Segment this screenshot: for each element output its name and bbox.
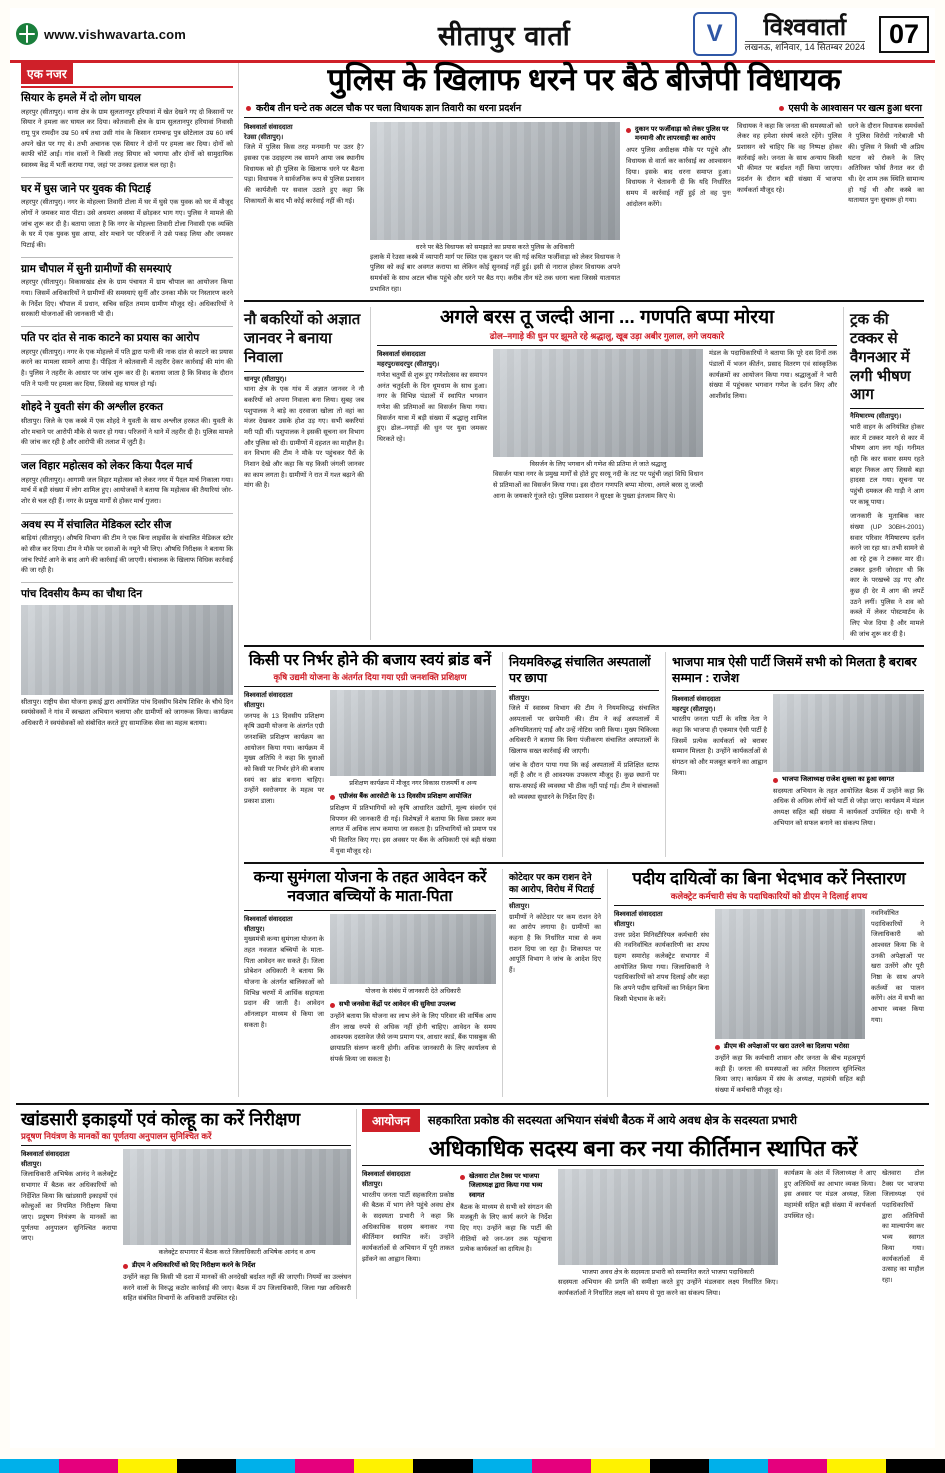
section-title: सीतापुर वार्ता xyxy=(437,20,571,51)
list-item xyxy=(21,263,233,321)
khandsari-photo-caption: कलेक्ट्रेट सभागार में बैठक करते जिलाधिकारी अभिषेक आनंद व अन्य xyxy=(158,1248,316,1256)
lead-photo-block xyxy=(370,122,620,296)
bullet-dot-icon xyxy=(715,1045,720,1050)
bullet-dot-icon xyxy=(330,795,335,800)
kanya-bullet xyxy=(330,1000,496,1009)
story-brand xyxy=(244,652,496,857)
dateline: सीतापुर। xyxy=(244,925,265,933)
brand-photo-caption: प्रशिक्षण कार्यक्रम में मौजूद नगर विकास राजमर्षी व अन्य xyxy=(349,779,477,787)
bullet-dot-icon xyxy=(246,106,251,111)
color-swatch xyxy=(473,1459,532,1473)
brand-bullet-text: एग्रीजंस बैंक आरसेटी के 13 दिवसीय प्रशिक्षण आयोजित xyxy=(339,792,472,800)
byline: विश्ववार्ता संवाददाता xyxy=(244,123,293,131)
khandsari-headline: खांडसारी इकाइयों एवं कोल्हू का करें निरीक्षण xyxy=(21,1108,301,1129)
nazar-item-text: बाड़ियां (सीतापुर)। औषधि विभाग की टीम ने एक बिना लाइसेंस के संचालित मेडिकल स्टोर को सीज कर दिया। टीम ने मौके पर दवाओं के नमूने भी लिए। औषधि निरीक्षक ने बताया कि जांच रिपोर्ट आने के बाद आगे की कार्रवाई की जाएगी। संचालक के खिलाफ विधिक कार्रवाई की जा रही है। xyxy=(21,535,233,575)
nazar-item-title: अवध स्प में संचालित मेडिकल स्टोर सीज xyxy=(21,518,172,531)
byline: विश्ववार्ता संवाददाता xyxy=(362,1171,411,1179)
color-swatch xyxy=(532,1459,591,1473)
color-swatch xyxy=(118,1459,177,1473)
kanya-bullet-text: सभी जनसेवा केंद्रों पर आवेदन की सुविधा उपलब्ध xyxy=(339,1000,456,1008)
dm-oath-text-2: उन्होंने कहा कि कर्मचारी शासन और जनता के बीच महत्वपूर्ण कड़ी हैं। जनता की समस्याओं का त्वरित निस्तारण सुनिश्चित किया जाए। कार्यक्रम में संघ के अध्यक्ष, महामंत्री सहित बड़ी संख्या में कर्मचारी मौजूद रहे। xyxy=(715,1055,865,1095)
ganpati-text-2: विसर्जन यात्रा नगर के प्रमुख मार्गों से होते हुए सरयू नदी के तट पर पहुंची जहां विधि विधान से प्रतिमाओं का विसर्जन किया गया। इस दौरान गणपति बप्पा मोरया, अगले बरस तू जल्दी आना के जयकारे गूंजते रहे। पुलिस प्रशासन ने सुरक्षा के पुख्ता इंतजाम किए थे। xyxy=(493,471,703,500)
brand-photo xyxy=(330,690,496,776)
lead-headline: पुलिस के खिलाफ धरने पर बैठे बीजेपी विधायक xyxy=(327,62,841,97)
membership-photo-caption: भाजपा अवध क्षेत्र के सदस्यता प्रभारी को सम्मानित करते भाजपा पदाधिकारी xyxy=(581,1269,755,1277)
khandsari-bullet xyxy=(123,1261,351,1270)
brand xyxy=(745,15,865,53)
color-swatch xyxy=(236,1459,295,1473)
ganpati-photo xyxy=(493,349,703,457)
nazar-item-title: शोहदे ने युवती संग की अश्लील हरकत xyxy=(21,401,163,414)
color-swatch xyxy=(768,1459,827,1473)
lead-photo-caption: धरने पर बैठे विधायक को समझाते का प्रयास करते पुलिस के अधिकारी xyxy=(415,243,575,251)
bjp-caption xyxy=(773,775,924,784)
ganpati-headline: अगले बरस तू जल्दी आना ... गणपति बप्पा मोरया xyxy=(439,307,775,329)
main-area xyxy=(238,63,929,1097)
color-swatch xyxy=(709,1459,768,1473)
story-animal xyxy=(244,307,364,640)
kotedar-text: ग्रामीणों ने कोटेदार पर कम राशन देने का आरोप लगाया है। ग्रामीणों का कहना है कि निर्धारित मात्रा से कम राशन दिया जा रहा है। शिकायत पर आपूर्ति विभाग ने जांच के आदेश दिए हैं। xyxy=(509,913,601,974)
story-dm-oath xyxy=(607,869,924,1096)
ganpati-text-3: मंडल के पदाधिकारियों ने बताया कि पूरे दस दिनों तक पंडालों में भजन कीर्तन, प्रसाद वितरण एवं सांस्कृतिक कार्यक्रमों का आयोजन किया गया। श्रद्धालुओं ने भारी संख्या में पहुंचकर भगवान गणेश के दर्शन किए और आशीर्वाद लिया। xyxy=(709,350,837,400)
byline: विश्ववार्ता संवाददाता xyxy=(244,915,293,923)
membership-photo xyxy=(558,1169,778,1265)
story-bjp xyxy=(665,652,924,857)
logo-icon: V xyxy=(693,12,737,56)
brand-bullet xyxy=(330,792,496,801)
lead-bullet xyxy=(626,125,731,143)
bjp-text-2: सदस्यता अभियान के तहत आयोजित बैठक में उन्होंने कहा कि अधिक से अधिक लोगों को पार्टी से जोड़ा जाए। कार्यक्रम में मंडल अध्यक्ष सहित बड़ी संख्या में कार्यकर्ता उपस्थित रहे। सभी ने अभियान को सफल बनाने का संकल्प लिया। xyxy=(773,787,924,827)
dateline: सीतापुर। xyxy=(244,701,265,709)
story-kotedar xyxy=(502,869,601,1096)
khandsari-text-2: उन्होंने कहा कि किसी भी दशा में मानकों की अनदेखी बर्दाश्त नहीं की जाएगी। नियमों का उल्लंघन करने वालों के विरुद्ध कठोर कार्रवाई की जाए। बैठक में उप जिलाधिकारी, जिला गन्ना अधिकारी सहित संबंधित विभागों के अधिकारी उपस्थित रहे। xyxy=(123,1273,351,1303)
color-swatch xyxy=(177,1459,236,1473)
lead-text-4: विधायक ने कहा कि जनता की समस्याओं को लेकर वह हमेशा संघर्ष करते रहेंगे। पुलिस प्रशासन को चाहिए कि वह निष्पक्ष होकर कार्रवाई करे। जनता के साथ अन्याय किसी भी कीमत पर बर्दाश्त नहीं किया जाएगा। प्रदर्शन के दौरान बड़ी संख्या में भाजपा कार्यकर्ता मौजूद रहे। xyxy=(737,122,842,194)
color-swatch xyxy=(827,1459,886,1473)
nazar-item-text: लहरपुर (सीतापुर)। नगर के एक मोहल्ले में पति द्वारा पत्नी की नाक दांत से काटने का प्रयास करने का मामला सामने आया है। पीड़िता ने कोतवाली में तहरीर देकर कार्रवाई की मांग की है। पुलिस ने तहरीर के आधार पर जांच शुरू कर दी है। बताया जाता है कि विवाद के दौरान पति ने पत्नी पर हमला कर दिया, जिससे वह घायल हो गई। xyxy=(21,348,233,388)
dateline: रेउसा (सीतापुर)। xyxy=(244,133,284,141)
list-item xyxy=(21,519,233,577)
lead-bullet-text: दुकान पर फर्जीवाड़ा को लेकर पुलिस पर मनमानी और लापरवाही का आरोप xyxy=(635,125,729,142)
dateline: सीतापुर। xyxy=(362,1181,383,1189)
nazar-item-text: सीतापुर। राष्ट्रीय सेवा योजना इकाई द्वारा आयोजित पांच दिवसीय विशेष शिविर के चौथे दिन स्वयंसेवकों ने गांव में स्वच्छता अभियान चलाया और ग्रामीणों को जागरूक किया। कार्यक्रम अधिकारी ने स्वयंसेवकों को संबोधित करते हुए सामाजिक सेवा का महत्व बताया। xyxy=(21,698,233,727)
byline: विश्ववार्ता संवाददाता xyxy=(377,351,426,359)
byline: विश्ववार्ता संवाददाता xyxy=(672,695,721,703)
khandsari-bullet-text: डीएम ने अधिकारियों को दिए निरीक्षण करने के निर्देश xyxy=(132,1261,256,1269)
page-number: 07 xyxy=(879,16,929,53)
dateline: धानपुर (सीतापुर)। xyxy=(244,375,287,383)
nazar-item-text: लहरपुर (सीतापुर)। आगामी जल विहार महोत्सव को लेकर नगर में पैदल मार्च निकाला गया। मार्च में बड़ी संख्या में लोग शामिल हुए। आयोजकों ने बताया कि महोत्सव की तैयारियां जोर-शोर से चल रही हैं। नगर के प्रमुख मार्गों से होकर मार्च गुजरा। xyxy=(21,476,233,505)
nazar-photo xyxy=(21,605,233,695)
membership-text-5: खेतवारा टोल टैक्स पर भाजपा जिलाध्यक्ष एवं पदाधिकारियों द्वारा अतिथियों का माल्यार्पण कर भव्य स्वागत किया गया। कार्यकर्ताओं में उत्साह का माहौल रहा। xyxy=(882,1170,924,1284)
nazar-item-text: लहरपुर (सीतापुर)। नगर के मोहल्ला तिवारी टोला में घर में घुसे एक युवक को घर में मौजूद लोगों ने जमकर मारा पीटा। उसे अधमरा अवस्था में छोड़कर भाग गए। पुलिस ने मामले की जांच शुरू कर दी है। बताया जाता है कि नगर के मोहल्ला तिवारी टोला निवासी एक व्यक्ति के घर में एक युवक घुस आया, शोर मचाने पर परिजनों ने उसे पकड़ लिया और जमकर पिटाई की। xyxy=(21,199,233,249)
event-tag: आयोजन xyxy=(362,1109,420,1132)
hospital-text-2: जांच के दौरान पाया गया कि कई अस्पतालों में प्रशिक्षित स्टाफ नहीं है और न ही आवश्यक उपकरण मौजूद हैं। कुछ स्थानों पर साफ-सफाई की व्यवस्था भी ठीक नहीं पाई गई। टीम ने संचालकों को व्यवस्था सुधारने के निर्देश दिए हैं। xyxy=(509,761,659,801)
ganpati-subhead: ढोल–नगाड़े की धुन पर झूमते रहे श्रद्धालु, खूब उड़ा अबीर गुलाल, लगे जयकारे xyxy=(489,331,725,342)
page-content xyxy=(10,8,935,1448)
dateline: महरपुर (सीतापुर)। xyxy=(672,705,716,713)
list-item xyxy=(21,183,233,252)
color-swatch xyxy=(59,1459,118,1473)
dm-oath-subhead: कलेक्ट्रेट कर्मचारी संघ के पदाधिकारियों को डीएम ने दिलाई शपथ xyxy=(670,890,868,901)
color-swatch xyxy=(354,1459,413,1473)
membership-text-3: सदस्यता अभियान की प्रगति की समीक्षा करते हुए उन्होंने मंडलवार लक्ष्य निर्धारित किए। कार्यकर्ताओं ने निर्धारित लक्ष्य को समय से पूरा करने का संकल्प लिया। xyxy=(558,1279,778,1297)
dm-oath-text-3: नवनिर्वाचित पदाधिकारियों ने जिलाधिकारी को आश्वस्त किया कि वे उनकी अपेक्षाओं पर खरा उतरेंगे और पूरी निष्ठा के साथ अपने कर्तव्यों का पालन करेंगे। अंत में सभी का आभार व्यक्त किया गया। xyxy=(871,909,924,1024)
color-swatch xyxy=(413,1459,472,1473)
dateline: सीतापुर। xyxy=(509,694,530,702)
story-membership xyxy=(356,1109,929,1300)
lead-col-1 xyxy=(244,122,364,296)
bjp-headline: भाजपा मात्र ऐसी पार्टी जिसमें सभी को मिलता है बराबर सम्मान : राजेश xyxy=(672,655,917,685)
nazar-item-title: ग्राम चौपाल में सुनी ग्रामीणों की समस्याएं xyxy=(21,262,172,275)
lead-photo xyxy=(370,122,620,240)
bullet-dot-icon xyxy=(626,128,631,133)
globe-icon xyxy=(16,23,38,45)
lead-col-3 xyxy=(626,122,731,296)
brand-name: विश्ववार्ता xyxy=(763,14,847,42)
dateline: नैमिषारण्य (सीतापुर)। xyxy=(850,413,902,421)
brand-text-2: प्रशिक्षण में प्रतिभागियों को कृषि आधारित उद्योगों, मूल्य संवर्धन एवं विपणन की जानकारी दी गई। विशेषज्ञों ने बताया कि किस प्रकार कम लागत में अधिक लाभ कमाया जा सकता है। प्रतिभागियों को प्रमाण पत्र भी वितरित किए गए। इस अवसर पर बैंक के अधिकारी एवं बड़ी संख्या में युवा मौजूद रहे। xyxy=(330,805,496,855)
masthead-right xyxy=(693,12,929,56)
bjp-text-1: भारतीय जनता पार्टी के वरिष्ठ नेता ने कहा कि भाजपा ही एकमात्र ऐसी पार्टी है जिसमें प्रत्येक कार्यकर्ता को बराबर सम्मान मिलता है। उन्होंने कार्यकर्ताओं से संगठन को और मजबूत बनाने का आह्वान किया। xyxy=(672,716,768,777)
membership-text-2: बैठक के माध्यम से सभी को संगठन की मजबूती के लिए कार्य करने के निर्देश दिए गए। उन्होंने कहा कि पार्टी की नीतियों को जन-जन तक पहुंचाना प्रत्येक कार्यकर्ता का दायित्व है। xyxy=(460,1203,552,1254)
ganpati-photo-caption: विसर्जन के लिए भगवान श्री गणेश की प्रतिमा ले जाते श्रद्धालु xyxy=(529,461,667,469)
story-truck xyxy=(843,307,924,640)
animal-text: थाना क्षेत्र के एक गांव में अज्ञात जानवर ने नौ बकरियों को अपना निवाला बना लिया। सुबह जब पशुपालक ने बाड़े का दरवाजा खोला तो वहां का मंजर देखकर उसके होश उड़ गए। सभी बकरियां मरी पड़ी थीं। पशुपालक ने इसकी सूचना वन विभाग और पुलिस को दी। ग्रामीणों में दहशत का माहौल है। वन विभाग की टीम ने मौके पर पहुंचकर पैरों के निशान देखे और कहा कि यह किसी जंगली जानवर का काम लगता है। ग्रामीणों ने रात में गश्त बढ़ाने की मांग की है। xyxy=(244,386,364,490)
color-registration-bar xyxy=(0,1459,945,1473)
dm-oath-caption xyxy=(715,1042,865,1051)
truck-headline: ट्रक की टक्कर से वैगनआर में लगी भीषण आग xyxy=(850,311,911,404)
ganpati-text-1: गणेश चतुर्थी से शुरू हुए गणेशोत्सव का समापन अनंत चतुर्दशी के दिन धूमधाम के साथ हुआ। नगर के विभिन्न पंडालों में स्थापित भगवान गणेश की प्रतिमाओं का विसर्जन किया गया। विसर्जन यात्रा में बड़ी संख्या में श्रद्धालु शामिल हुए। ढोल–नगाड़ों की धुन पर युवा जमकर थिरकते रहे। xyxy=(377,371,487,443)
masthead-left xyxy=(16,23,316,45)
khandsari-subhead: प्रदूषण नियंत्रण के मानकों का पूर्णतया अनुपालन सुनिश्चित करें xyxy=(21,1130,212,1141)
nazar-item-title: पति पर दांत से नाक काटने का प्रयास का आरोप xyxy=(21,332,200,344)
lead-kickers xyxy=(244,98,924,117)
byline: विश्ववार्ता संवाददाता xyxy=(21,1150,70,1158)
list-item xyxy=(21,92,233,172)
membership-text-4: कार्यक्रम के अंत में जिलाध्यक्ष ने आए हुए अतिथियों का आभार व्यक्त किया। इस अवसर पर मंडल अध्यक्ष, जिला महामंत्री सहित बड़ी संख्या में कार्यकर्ता उपस्थित रहे। xyxy=(784,1170,876,1220)
ek-nazar-heading: एक नजर xyxy=(21,63,73,84)
nazar-item-text: सीतापुर। जिले के एक कस्बे में एक शोहदे ने युवती के साथ अश्लील हरकत की। युवती के शोर मचाने पर आरोपी मौके से फरार हो गया। परिजनों ने थाने में तहरीर दी है। पुलिस मामले की जांच कर रही है और आरोपी की तलाश में जुटी है। xyxy=(21,417,233,447)
bullet-dot-icon xyxy=(460,1175,465,1180)
ek-nazar-column xyxy=(16,63,238,730)
kanya-text-2: उन्होंने बताया कि योजना का लाभ लेने के लिए परिवार की वार्षिक आय तीन लाख रुपये से अधिक नहीं होनी चाहिए। आवेदन के समय आवश्यक दस्तावेज जैसे जन्म प्रमाण पत्र, आधार कार्ड, बैंक पासबुक की छायाप्रति संलग्न करनी होगी। अधिक जानकारी के लिए कार्यालय से संपर्क किया जा सकता है। xyxy=(330,1012,496,1063)
hospital-text-1: जिले में स्वास्थ्य विभाग की टीम ने नियमविरुद्ध संचालित अस्पतालों पर छापेमारी की। टीम ने कई अस्पतालों में अनियमितताएं पाईं और उन्हें नोटिस जारी किया। मुख्य चिकित्सा अधिकारी ने बताया कि बिना पंजीकरण संचालित अस्पतालों के खिलाफ सख्त कार्रवाई की जाएगी। xyxy=(509,705,659,755)
color-swatch xyxy=(591,1459,650,1473)
bullet-dot-icon xyxy=(123,1264,128,1269)
animal-headline: नौ बकरियों को अज्ञात जानवर ने बनाया निवाला xyxy=(244,311,361,366)
nazar-item-title: घर में घुस जाने पर युवक की पिटाई xyxy=(21,182,151,195)
brand-subhead: कृषि उद्यमी योजना के अंतर्गत दिया गया एग्री जनशक्ति प्रशिक्षण xyxy=(273,671,467,682)
brand-headline: किसी पर निर्भर होने की बजाय स्वयं ब्रांड बनें xyxy=(248,652,492,670)
lead-text-2: इलाके में रेउसा कस्बे में व्यापारी मार्ग पर स्थित एक दुकान पर की गई कथित फर्जीवाड़ा को लेकर विधायक ने पुलिस को कई बार अवगत कराया था लेकिन कोई सुनवाई नहीं हुई। इसी से नाराज होकर विधायक अपने समर्थकों के साथ अटल चौक पहुंचे और धरने पर बैठ गए। करीब तीन घंटे तक धरना चला जिससे यातायात प्रभावित रहा। xyxy=(370,253,620,293)
lead-col-4 xyxy=(737,122,842,296)
byline: विश्ववार्ता संवाददाता xyxy=(614,910,663,918)
bjp-photo-caption: भाजपा जिलाध्यक्ष राजेश शुक्ला का हुआ स्वागत xyxy=(782,775,894,783)
dm-oath-photo-caption: डीएम की अपेक्षाओं पर खरा उतरने का दिलाया भरोसा xyxy=(724,1042,850,1050)
masthead xyxy=(10,8,935,63)
lead-text-1: जिले में पुलिस किस तरह मनमानी पर उतर है? इसका एक उदाहरण तब सामने आया जब स्थानीय विधायक को ही पुलिस के खिलाफ धरने पर बैठना पड़ा। विधायक ने सार्वजनिक रूप से पुलिस प्रशासन की कार्यशैली पर सवाल उठाते हुए कहा कि शिकायतों के बाद भी कोई कार्रवाई नहीं की गई। xyxy=(244,144,364,205)
dateline: सीतापुर। xyxy=(614,920,635,928)
lead-story xyxy=(244,63,924,295)
khandsari-photo xyxy=(123,1149,351,1245)
kanya-photo-caption: योजना के संबंध में जानकारी देते अधिकारी xyxy=(365,987,461,995)
membership-text-1: भारतीय जनता पार्टी सहकारिता प्रकोष्ठ की बैठक में भाग लेने पहुंचे अवध क्षेत्र के सदस्यता प्रभारी ने कहा कि अधिकाधिक सदस्य बनाकर नया कीर्तिमान स्थापित करें। उन्होंने कार्यकर्ताओं से अभियान में पूरी ताकत झोंकने का आह्वान किया। xyxy=(362,1191,454,1263)
lead-text-3: अपर पुलिस अधीक्षक मौके पर पहुंचे और विधायक से वार्ता कर कार्रवाई का आश्वासन दिया। इसके बाद धरना समाप्त हुआ। विधायक ने चेतावनी दी कि यदि निर्धारित समय में कार्रवाई नहीं हुई तो वह पुनः आंदोलन करेंगे। xyxy=(626,147,731,208)
kicker-left-text: करीब तीन घन्टे तक अटल चौक पर चला विधायक ज्ञान तिवारी का धरना प्रदर्शन xyxy=(256,102,522,114)
kanya-photo xyxy=(330,914,496,984)
nazar-item-text: लहरपुर (सीतापुर)। थाना क्षेत्र के ग्राम सुलतानपुर हरियावां में खेत देखने गए दो किसानों पर सियार ने हमला कर घायल कर दिया। कोतवाली क्षेत्र के ग्राम सुलतानपुर हरियावां निवासी रामू पुत्र रामदीन उम्र 50 वर्ष तथा उसी गांव के किसान रामचन्द्र पुत्र छोटेलाल उम्र 60 वर्ष अपने खेत पर गए थे। तभी अचानक एक सियार ने दोनों पर हमला कर दिया। दोनों को काफी चोटें आईं। गांव वालों ने किसी तरह सियार को भगाया और दोनों को सामुदायिक स्वास्थ्य केंद्र में भर्ती कराया गया, जहां पर उनका इलाज चल रहा है। xyxy=(21,108,233,169)
hospital-headline: नियमविरुद्ध संचालित अस्पतालों पर छापा xyxy=(509,655,651,685)
website-url[interactable]: www.vishwavarta.com xyxy=(44,26,187,42)
nazar-item-text: लहरपुर (सीतापुर)। विकासखंड क्षेत्र के ग्राम पंचायत में ग्राम चौपाल का आयोजन किया गया। जिसमें अधिकारियों ने ग्रामीणों की समस्याएं सुनीं और उनका मौके पर निस्तारण करने के निर्देश दिए। चौपाल में प्रधान, सचिव सहित तमाम ग्रामीण मौजूद रहे। अधिकारियों ने सरकारी योजनाओं की जानकारी भी दी। xyxy=(21,279,233,319)
dm-oath-text-1: उत्तर प्रदेश मिनिस्टीरियल कर्मचारी संघ की नवनिर्वाचित कार्यकारिणी का शपथ ग्रहण समारोह कलेक्ट्रेट सभागार में आयोजित किया गया। जिलाधिकारी ने पदाधिकारियों को शपथ दिलाई और कहा कि अपने पदीय दायित्वों का निर्वहन बिना किसी भेदभाव के करें। xyxy=(614,931,709,1003)
color-swatch xyxy=(650,1459,709,1473)
bullet-dot-icon xyxy=(779,106,784,111)
membership-bullet xyxy=(460,1172,552,1200)
brand-text-1: जनपद के 13 दिवसीय प्रशिक्षण कृषि उद्यमी योजना के अंतर्गत एग्री जनशक्ति प्रशिक्षण कार्यक्रम का आयोजन किया गया। कार्यक्रम में मुख्य अतिथि ने कहा कि युवाओं को किसी पर निर्भर होने की बजाय स्वयं का ब्रांड बनाना चाहिए। उन्होंने स्वरोजगार के महत्व पर प्रकाश डाला। xyxy=(244,712,324,805)
color-swatch xyxy=(0,1459,59,1473)
brand-edition: लखनऊ, शनिवार, 14 सितम्बर 2024 xyxy=(744,42,865,53)
kicker-left xyxy=(246,101,521,114)
color-swatch xyxy=(886,1459,945,1473)
bullet-dot-icon xyxy=(773,778,778,783)
lead-col-5 xyxy=(848,122,924,296)
dateline: सीतापुर। xyxy=(509,902,530,910)
lead-text-5: धरने के दौरान विधायक समर्थकों ने पुलिस विरोधी नारेबाजी भी की। पुलिस ने किसी भी अप्रिय घटना को रोकने के लिए अतिरिक्त फोर्स तैनात कर दी थी। देर शाम तक स्थिति सामान्य हो गई थी और कस्बे का यातायात पुनः सुचारू हो गया। xyxy=(848,122,924,205)
truck-text-1: भारी वाहन के अनियंत्रित होकर कार में टक्कर मारने से कार में भीषण आग लग गई। गनीमत रही कि कार सवार समय रहते बाहर निकल आए जिससे बड़ा हादसा टल गया। सूचना पर पहुंची दमकल की गाड़ी ने आग पर काबू पाया। xyxy=(850,423,924,506)
story-khandsari xyxy=(16,1109,356,1305)
byline: विश्ववार्ता संवाददाता xyxy=(244,691,293,699)
list-item xyxy=(21,401,233,449)
membership-bullet-text: खेतवारा टोल टैक्स पर भाजपा जिलाध्यक्ष द्वारा किया गया भव्य स्वागत xyxy=(469,1173,543,1199)
kicker-right-text: एसपी के आश्वासन पर खत्म हुआ धरना xyxy=(788,102,922,114)
khandsari-text-1: जिलाधिकारी अभिषेक आनंद ने कलेक्ट्रेट सभागार में बैठक कर अधिकारियों को निर्देशित किया कि खांडसारी इकाइयों एवं कोल्हुओं का नियमित निरीक्षण किया जाए। प्रदूषण नियंत्रण के मानकों का पूर्णतया अनुपालन सुनिश्चित कराया जाए। xyxy=(21,1171,117,1243)
bullet-dot-icon xyxy=(330,1003,335,1008)
dm-oath-photo xyxy=(715,909,865,1039)
kotedar-headline: कोटेदार पर कम राशन देने का आरोप, विरोध में पिटाई xyxy=(509,872,595,894)
kanya-text-1: मुख्यमंत्री कन्या सुमंगला योजना के तहत नवजात बच्चियों के माता-पिता आवेदन कर सकते हैं। जिला प्रोबेशन अधिकारी ने बताया कि योजना के अंतर्गत बालिकाओं को विभिन्न चरणों में आर्थिक सहायता प्रदान की जाती है। आवेदन ऑनलाइन माध्यम से किया जा सकता है। xyxy=(244,936,324,1029)
bjp-photo xyxy=(773,694,924,772)
list-item xyxy=(21,460,233,508)
story-hospital xyxy=(502,652,659,857)
dm-oath-headline: पदीय दायित्वों का बिना भेदभाव करें निस्तारण xyxy=(632,869,906,889)
list-item xyxy=(21,332,233,390)
kanya-headline: कन्या सुमंगला योजना के तहत आवेदन करें नवजात बच्चियों के माता-पिता xyxy=(253,869,487,906)
color-swatch xyxy=(295,1459,354,1473)
membership-headline: अधिकाधिक सदस्य बना कर नया कीर्तिमान स्थापित करें xyxy=(428,1135,858,1161)
dateline: महरपुर/सदरपुर (सीतापुर)। xyxy=(377,361,440,369)
nazar-item-title: पांच दिवसीय कैम्प का चौथा दिन xyxy=(21,587,143,600)
story-kanya xyxy=(244,869,496,1096)
kicker-right xyxy=(779,101,922,114)
story-ganpati xyxy=(370,307,837,640)
list-item xyxy=(21,588,233,730)
truck-text-2: जानकारी के मुताबिक कार संख्या (UP 30BH-2001) सवार परिवार नैमिषारण्य दर्शन करने जा रहा था। तभी सामने से आ रहे ट्रक ने टक्कर मार दी। टक्कर इतनी जोरदार थी कि कार के परखच्चे उड़ गए और कुछ ही देर में आग की लपटें उठने लगीं। पुलिस ने शव को कब्जे में लेकर पोस्टमार्टम के लिए भेज दिया है और मामले की जांच शुरू कर दी है। xyxy=(850,513,924,638)
nazar-item-title: सियार के हमले में दो लोग घायल xyxy=(21,92,141,104)
dateline: सीतापुर। xyxy=(21,1160,42,1168)
nazar-item-title: जल विहार महोत्सव को लेकर किया पैदल मार्च xyxy=(21,459,193,472)
membership-kicker: सहकारिता प्रकोष्ठ की सदस्यता अभियान संबंधी बैठक में आये अवध क्षेत्र के सदस्यता प्रभारी xyxy=(427,1114,798,1127)
